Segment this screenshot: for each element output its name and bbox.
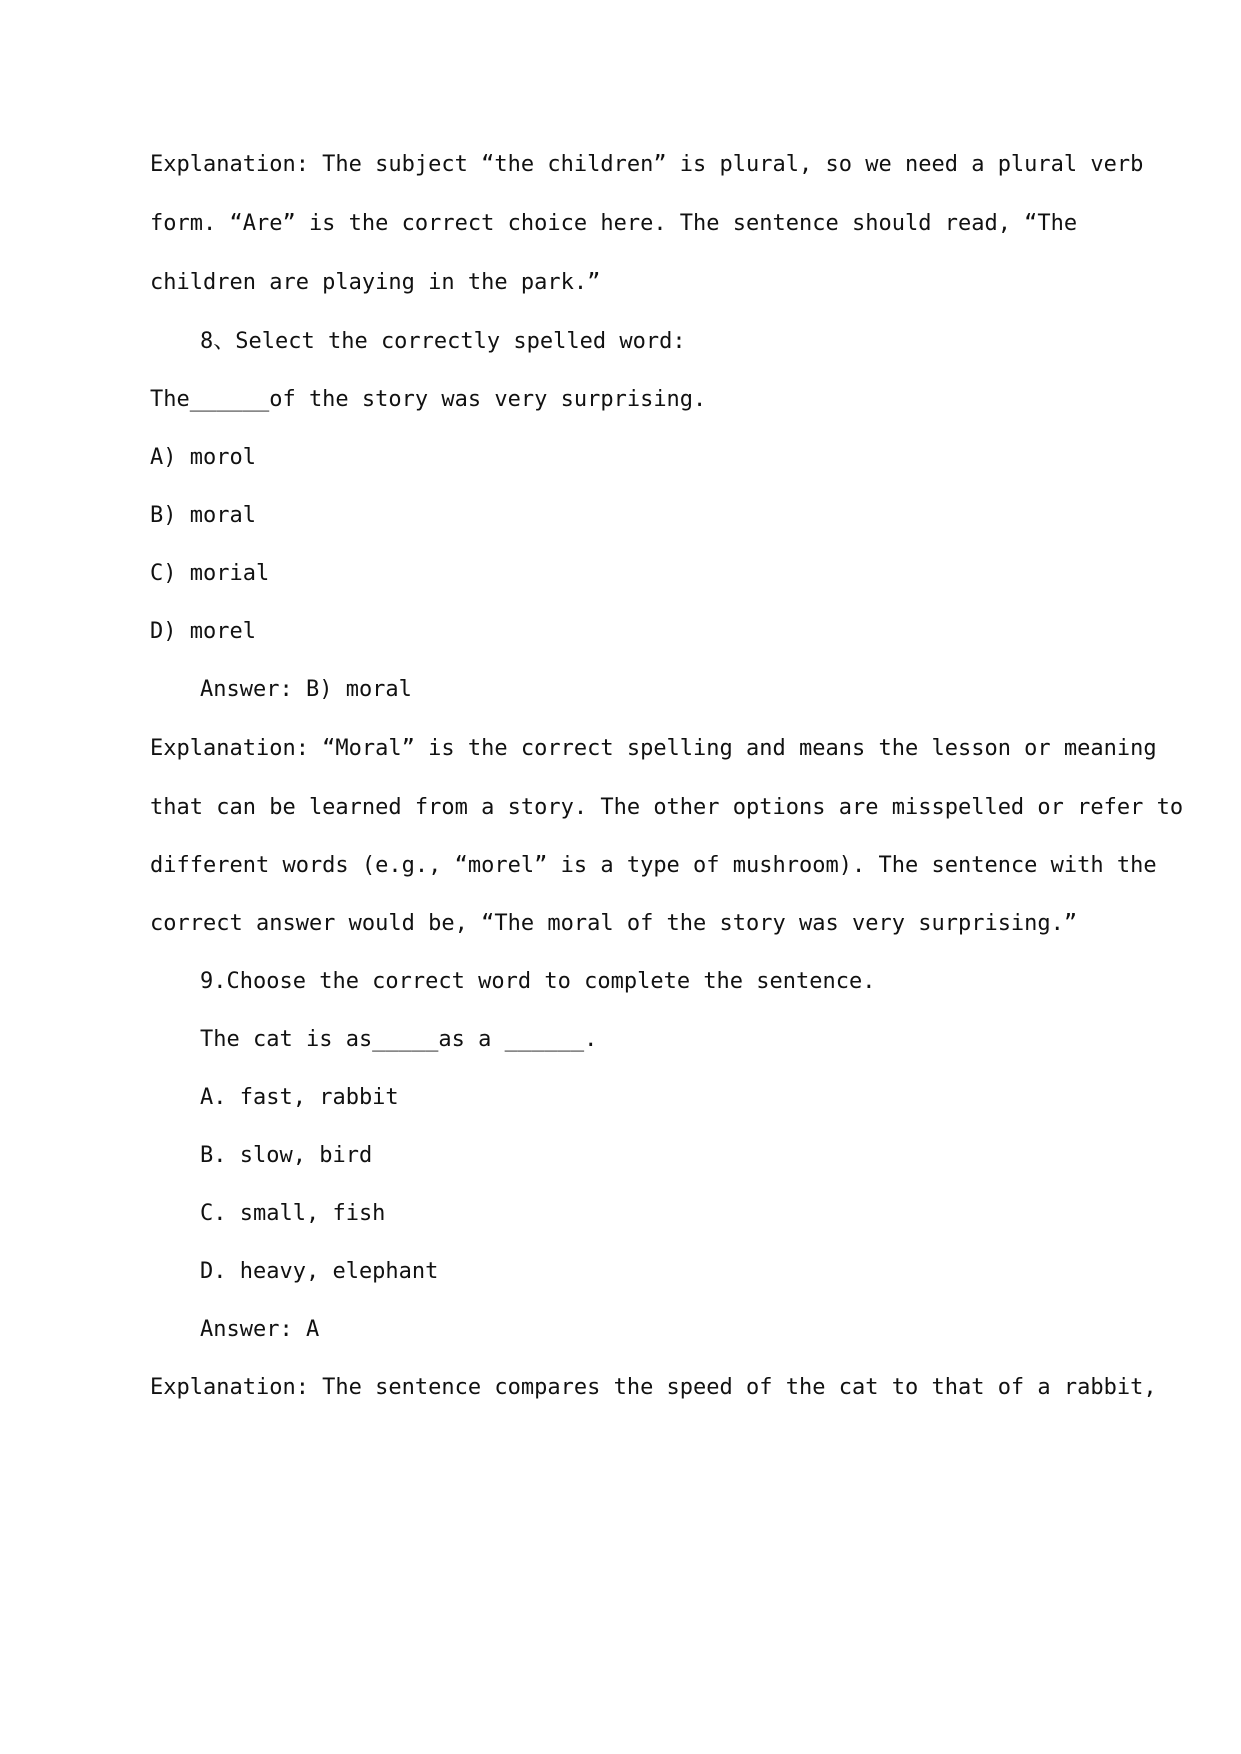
question-8-sentence: The______of the story was very surprising. xyxy=(150,387,707,412)
question-9-option-b: B. slow, bird xyxy=(200,1143,373,1168)
explanation-7-line-1: Explanation: The subject “the children” is plural, so we need a plural verb xyxy=(150,152,1144,177)
question-9-option-d: D. heavy, elephant xyxy=(200,1259,439,1284)
explanation-9-line-1: Explanation: The sentence compares the speed of the cat to that of a rabbit, xyxy=(150,1375,1157,1400)
question-8-prompt: 8、Select the correctly spelled word: xyxy=(200,329,686,354)
explanation-8-line-1: Explanation: “Moral” is the correct spelling and means the lesson or meaning xyxy=(150,736,1157,761)
explanation-8-line-3: different words (e.g., “morel” is a type of mushroom). The sentence with the xyxy=(150,853,1157,878)
explanation-7-line-2: form. “Are” is the correct choice here. The sentence should read, “The xyxy=(150,211,1078,236)
question-9-prompt: 9.Choose the correct word to complete the sentence. xyxy=(200,969,876,994)
question-9-option-a: A. fast, rabbit xyxy=(200,1085,399,1110)
question-9-option-c: C. small, fish xyxy=(200,1201,386,1226)
question-8-option-a: A) morol xyxy=(150,445,256,470)
explanation-8-line-2: that can be learned from a story. The other options are misspelled or refer to xyxy=(150,795,1184,820)
question-8-option-b: B) moral xyxy=(150,503,256,528)
question-9-sentence: The cat is as_____as a ______. xyxy=(200,1027,598,1052)
question-9-answer: Answer: A xyxy=(200,1317,320,1342)
question-8-option-c: C) morial xyxy=(150,561,270,586)
question-8-answer: Answer: B) moral xyxy=(200,677,412,702)
explanation-8-line-4: correct answer would be, “The moral of the story was very surprising.” xyxy=(150,911,1078,936)
question-8-option-d: D) morel xyxy=(150,619,256,644)
explanation-7-line-3: children are playing in the park.” xyxy=(150,270,601,295)
